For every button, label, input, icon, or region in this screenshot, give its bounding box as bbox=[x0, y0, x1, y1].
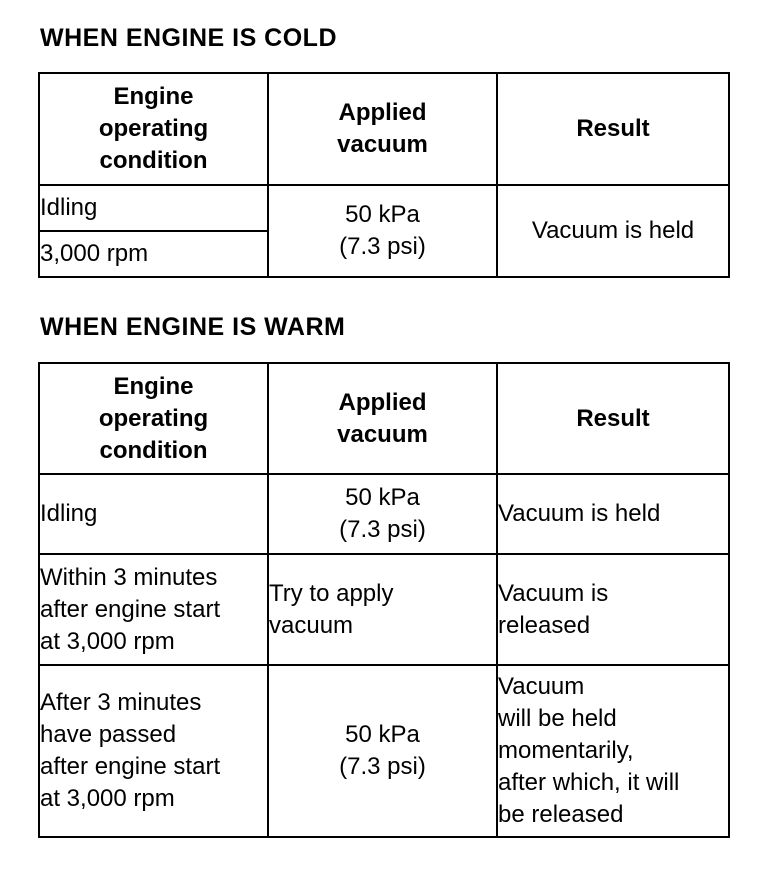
result-cell: Vacuum will be held momentarily, after which, it will be released bbox=[497, 665, 729, 837]
condition-cell: Idling bbox=[39, 185, 268, 231]
cold-section-title: WHEN ENGINE IS COLD bbox=[40, 24, 338, 52]
table-header-row bbox=[39, 363, 729, 474]
result-cell: Vacuum is released bbox=[497, 554, 729, 665]
table-row bbox=[39, 665, 729, 837]
header-condition: Engine operating condition bbox=[39, 363, 268, 474]
condition-cell: Within 3 minutes after engine start at 3,000 rpm bbox=[39, 554, 268, 665]
vacuum-cell: 50 kPa (7.3 psi) bbox=[268, 474, 497, 554]
table-row bbox=[39, 474, 729, 554]
table-row bbox=[39, 185, 729, 231]
result-cell: Vacuum is held bbox=[497, 185, 729, 277]
header-vacuum: Applied vacuum bbox=[268, 73, 497, 185]
header-condition: Engine operating condition bbox=[39, 73, 268, 185]
table-header-row bbox=[39, 73, 729, 185]
cold-test-table bbox=[38, 72, 730, 278]
header-result: Result bbox=[497, 73, 729, 185]
header-result: Result bbox=[497, 363, 729, 474]
header-vacuum: Applied vacuum bbox=[268, 363, 497, 474]
vacuum-cell: 50 kPa (7.3 psi) bbox=[268, 185, 497, 277]
vacuum-cell: 50 kPa (7.3 psi) bbox=[268, 665, 497, 837]
warm-section-title: WHEN ENGINE IS WARM bbox=[40, 313, 346, 341]
condition-cell: 3,000 rpm bbox=[39, 231, 268, 277]
vacuum-cell: Try to apply vacuum bbox=[268, 554, 497, 665]
condition-cell: Idling bbox=[39, 474, 268, 554]
table-row bbox=[39, 554, 729, 665]
warm-test-table bbox=[38, 362, 730, 838]
condition-cell: After 3 minutes have passed after engine start at 3,000 rpm bbox=[39, 665, 268, 837]
result-cell: Vacuum is held bbox=[497, 474, 729, 554]
